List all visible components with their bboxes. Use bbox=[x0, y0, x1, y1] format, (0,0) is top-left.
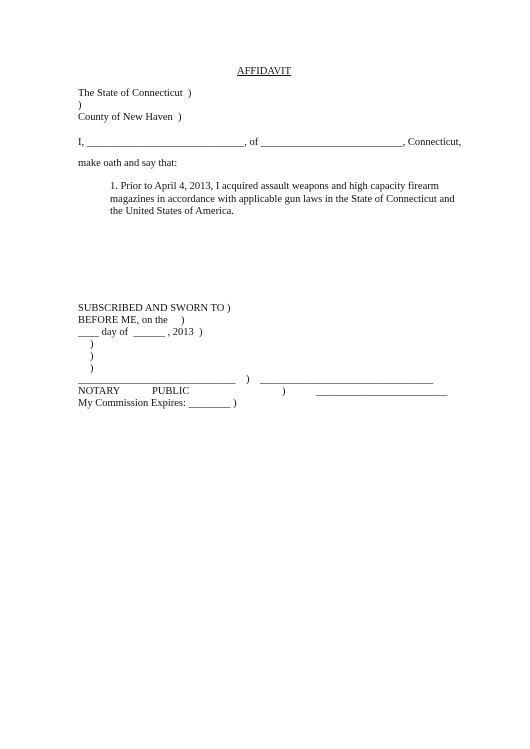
venue-state: The State of Connecticut ) bbox=[78, 88, 192, 99]
notary-label: NOTARY bbox=[78, 386, 121, 397]
jurat-line-3: ____ day of ______ , 2013 ) bbox=[78, 327, 203, 338]
venue-county: County of New Haven ) bbox=[78, 112, 182, 123]
affiant-line: I, ______________________________, of ___________________________, Connecticut, bbox=[78, 137, 462, 148]
jurat-bracket-3: ) bbox=[90, 363, 94, 374]
jurat-line-1: SUBSCRIBED AND SWORN TO ) bbox=[78, 303, 231, 314]
venue-bracket: ) bbox=[78, 100, 82, 111]
oath-line: make oath and say that: bbox=[78, 158, 178, 169]
notary-right-bracket: ) bbox=[282, 386, 286, 397]
public-label: PUBLIC bbox=[152, 386, 190, 397]
statement-paragraph: 1. Prior to April 4, 2013, I acquired assault weapons and high capacity firearm magazines in accordance with applicable gun laws in the State of Connecticut and the United States of America. bbox=[110, 181, 455, 217]
notary-signature-line: ______________________________ ) _________________________________ bbox=[78, 374, 434, 385]
jurat-line-2: BEFORE ME, on the ) bbox=[78, 315, 185, 326]
commission-expires-line: My Commission Expires: ________ ) bbox=[78, 398, 237, 409]
affiant-signature-line: _________________________ bbox=[316, 386, 448, 397]
jurat-bracket-2: ) bbox=[90, 351, 94, 362]
document-title: AFFIDAVIT bbox=[237, 66, 292, 77]
jurat-bracket-1: ) bbox=[90, 339, 94, 350]
